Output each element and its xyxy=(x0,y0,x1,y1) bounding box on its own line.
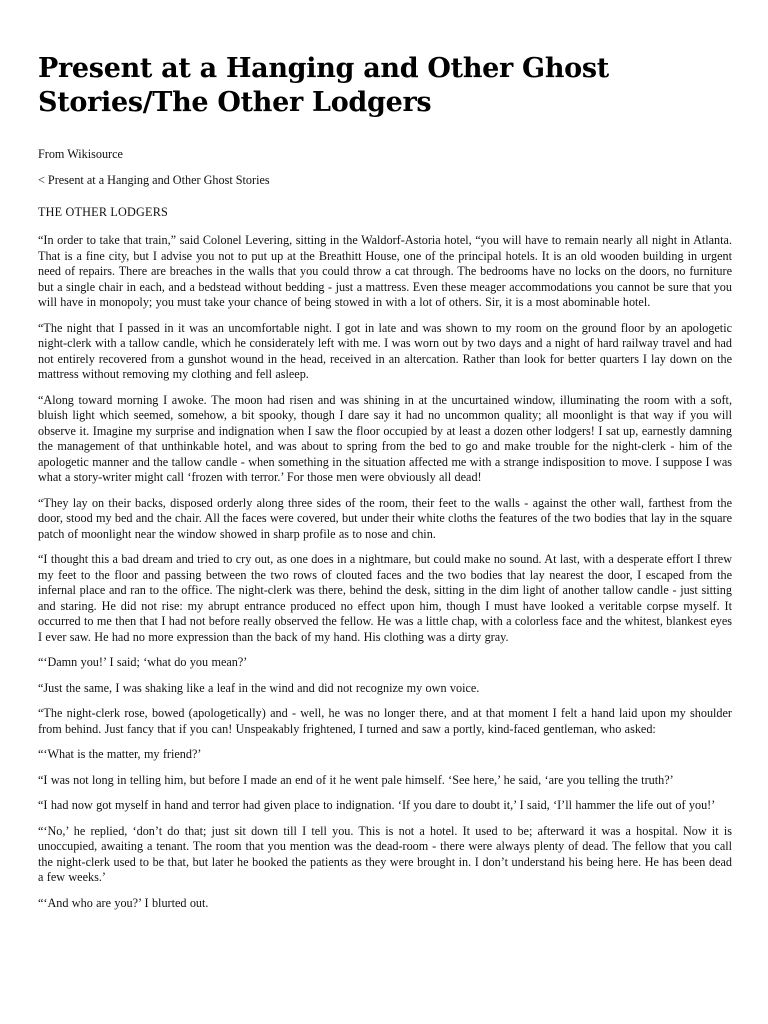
paragraph: “The night-clerk rose, bowed (apologetically) and - well, he was no longer there, and at that moment I felt a hand laid upon my shoulder from behind. Just fancy that if you can! Unspeakably frightened, I turned and saw a portly, kind-faced gentleman, who asked: xyxy=(38,706,732,736)
paragraph: “They lay on their backs, disposed orderly along three sides of the room, their feet to the walls - against the other wall, farthest from the door, stood my bed and the chair. All the faces were covered, but under their white cloths the features of the two bodies that lay in the square patch of moonlight near the window showed in sharp profile as to nose and chin. xyxy=(38,495,732,541)
section-heading: THE OTHER LODGERS xyxy=(38,205,169,219)
paragraph: “I was not long in telling him, but before I made an end of it he went pale himself. ‘See here,’ he said, ‘are you telling the truth?’ xyxy=(38,772,674,787)
paragraph: “‘What is the matter, my friend?’ xyxy=(38,747,202,761)
breadcrumb: < Present at a Hanging and Other Ghost Stories xyxy=(38,173,270,187)
paragraph: “Just the same, I was shaking like a leaf in the wind and did not recognize my own voice. xyxy=(38,680,480,695)
paragraph: “The night that I passed in it was an uncomfortable night. I got in late and was shown to my room on the ground floor by an apologetic night-clerk with a tallow candle, which he considerately left with me. I was worn out by two days and a night of hard railway travel and had not entirely recovered from a gunshot wound in the head, received in an altercation. Rather than look for better quarters I lay down on the mattress without removing my clothing and fell asleep. xyxy=(38,320,732,381)
paragraph: “Along toward morning I awoke. The moon had risen and was shining in at the uncurtained window, illuminating the room with a soft, bluish light which seemed, somehow, a bit spooky, though I dare say it had no uncommon quality; all moonlight is that way if you will observe it. Imagine my surprise and indignation when I saw the floor occupied by at least a dozen other lodgers! I sat up, earnestly damning the management of that unthinkable hotel, and was about to spring from the bed to go and make trouble for the night-clerk - him of the apologetic manner and the tallow candle - when something in the situation affected me with a strange indisposition to move. I suppose I was what a story-writer might call ‘frozen with terror.’ For those men were obviously all dead! xyxy=(38,392,732,484)
paragraph: “‘And who are you?’ I blurted out. xyxy=(38,895,209,910)
paragraph: “In order to take that train,” said Colonel Levering, sitting in the Waldorf-Astoria hotel, “you will have to remain nearly all night in Atlanta. That is a fine city, but I advise you not to put up at the Breathitt House, one of the principal hotels. It is an old wooden building in urgent need of repairs. There are breaches in the walls that you could throw a cat through. The bedrooms have no locks on the doors, no furniture but a single chair in each, and a bedstead without bedding - just a mattress. Even these meager accommodations you cannot be sure that you will have in monopoly; you must take your chance of being stowed in with a lot of others. Sir, it is a most abominable hotel. xyxy=(38,233,732,309)
paragraph: “I had now got myself in hand and terror had given place to indignation. ‘If you dare to doubt it,’ I said, ‘I’ll hammer the life out of you!’ xyxy=(38,798,716,812)
paragraph: “I thought this a bad dream and tried to cry out, as one does in a nightmare, but could make no sound. At last, with a desperate effort I threw my feet to the floor and passing between the two rows of clouted faces and the two bodies that lay nearest the door, I escaped from the infernal place and ran to the office. The night-clerk was there, behind the desk, sitting in the dim light of another tallow candle - just sitting and staring. He did not rise: my abrupt entrance produced no effect upon him, though I must have looked a veritable corpse myself. It occurred to me then that I had not before really observed the fellow. He was a little chap, with a colorless face and the whitest, blankest eyes I ever saw. He had no more expression than the back of my hand. His clothing was a dirty gray. xyxy=(38,552,732,644)
source-line: From Wikisource xyxy=(38,147,123,161)
paragraph: “‘No,’ he replied, ‘don’t do that; just sit down till I tell you. This is not a hotel. It used to be; afterward it was a hospital. Now it is unoccupied, awaiting a tenant. The room that you mention was the dead-room - there were always plenty of dead. The fellow that you call the night-clerk used to be that, but later he booked the patients as they were brought in. I don’t understand his being here. He has been dead a few weeks.’ xyxy=(38,823,732,884)
document-page xyxy=(38,0,732,911)
paragraph: “‘Damn you!’ I said; ‘what do you mean?’ xyxy=(38,655,248,669)
page-title: Present at a Hanging and Other Ghost Stories/The Other Lodgers xyxy=(38,53,609,118)
